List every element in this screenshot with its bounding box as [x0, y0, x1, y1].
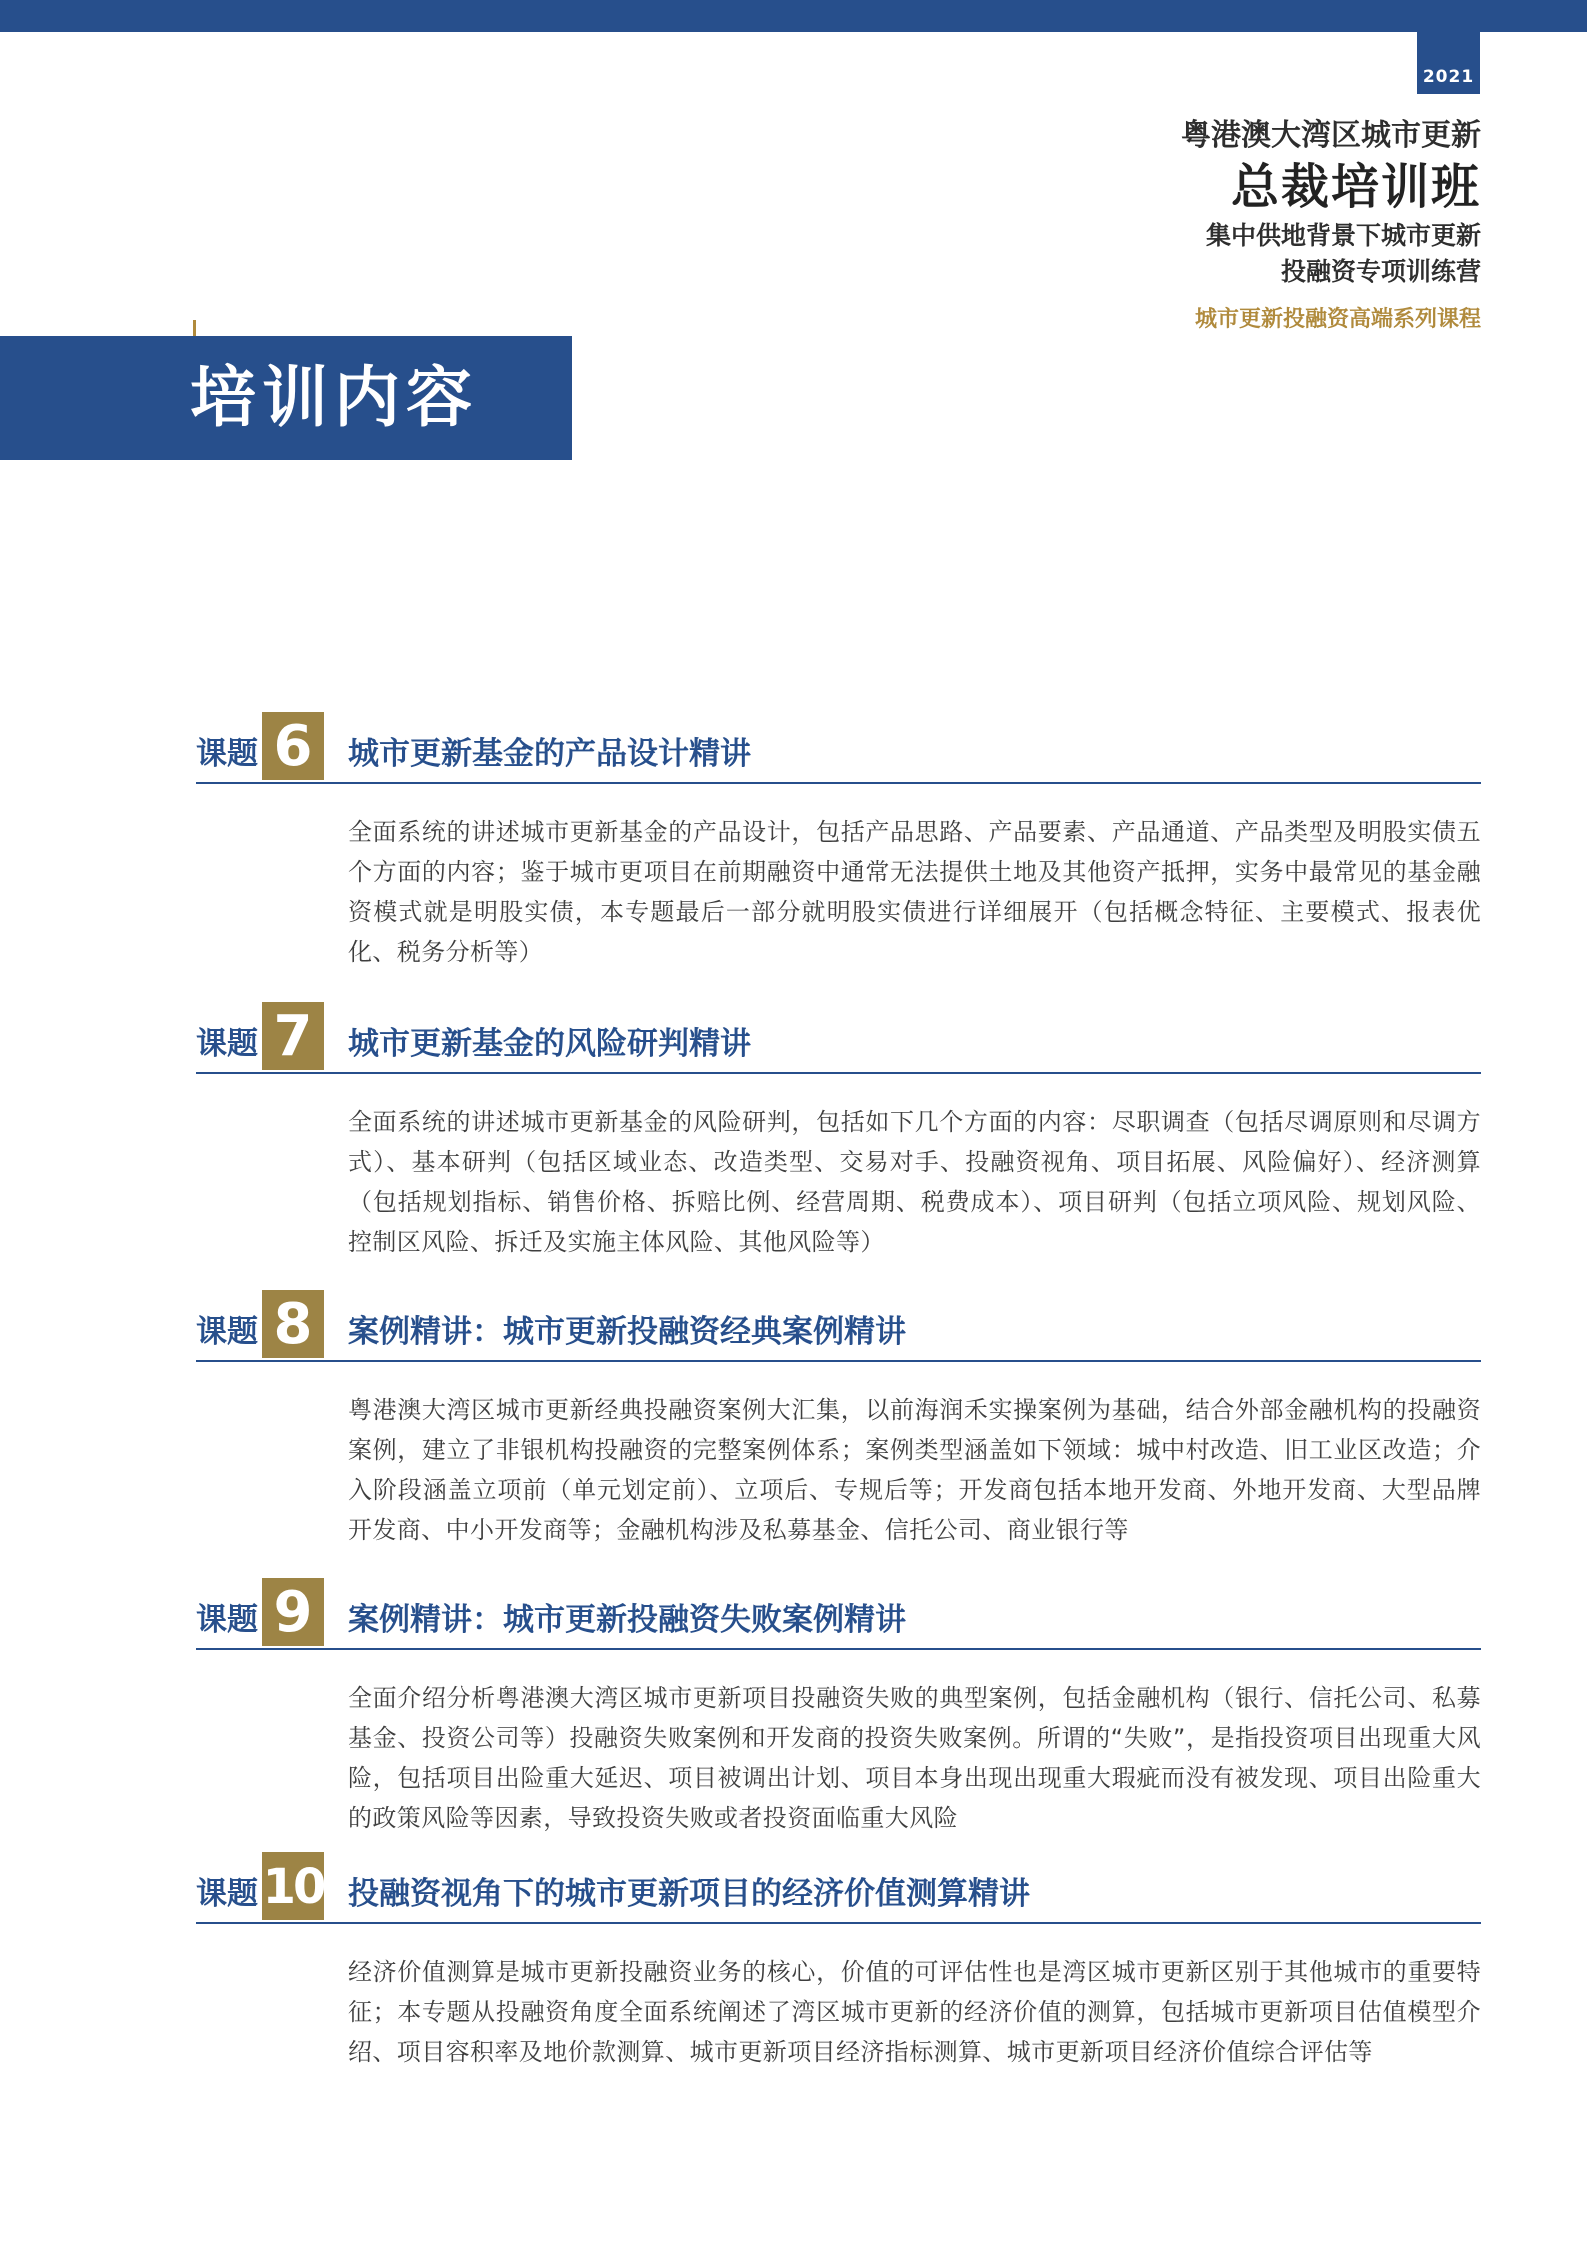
topic-description: 全面系统的讲述城市更新基金的风险研判，包括如下几个方面的内容：尽职调查（包括尽调原则和尽调方式）、基本研判（包括区域业态、改造类型、交易对手、投融资视角、项目拓展、风险偏好）、经济测算（包括规划指标、销售价格、拆赔比例、经营周期、税费成本）、项目研判（包括立项风险、规划风险、控制区风险、拆迁及实施主体风险、其他风险等）: [348, 1108, 1481, 1256]
topic-10: [196, 1852, 1481, 2072]
topic-label: 课题: [196, 1026, 258, 1062]
topic-7: [196, 1002, 1481, 1262]
brand-line-4: 投融资专项训练营: [1280, 257, 1481, 286]
topic-6: [196, 712, 1481, 972]
brand-line-1: 粤港澳大湾区城市更新: [1181, 118, 1481, 153]
brand-line-3: 集中供地背景下城市更新: [1205, 221, 1481, 250]
top-bar: [0, 0, 1587, 32]
topic-description: 全面介绍分析粤港澳大湾区城市更新项目投融资失败的典型案例，包括金融机构（银行、信托公司、私募基金、投资公司等）投融资失败案例和开发商的投资失败案例。所谓的“失败”，是指投资项目出现重大风险，包括项目出险重大延迟、项目被调出计划、项目本身出现出现重大瑕疵而没有被发现、项目出险重大的政策风险等因素，导致投资失败或者投资面临重大风险: [348, 1684, 1481, 1832]
topic-number-badge: 10: [262, 1852, 324, 1920]
program-brand: [1181, 116, 1481, 336]
topic-title: 案例精讲：城市更新投融资经典案例精讲: [348, 1314, 906, 1350]
topic-description: 全面系统的讲述城市更新基金的产品设计，包括产品思路、产品要素、产品通道、产品类型及明股实债五个方面的内容；鉴于城市更项目在前期融资中通常无法提供土地及其他资产抵押，实务中最常见的基金融资模式就是明股实债，本专题最后一部分就明股实债进行详细展开（包括概念特征、主要模式、报表优化、税务分析等）: [348, 818, 1481, 966]
topic-8: [196, 1290, 1481, 1550]
section-title-box: [0, 336, 572, 460]
topic-title: 城市更新基金的产品设计精讲: [348, 736, 751, 772]
topic-label: 课题: [196, 1876, 258, 1912]
brand-line-5: 城市更新投融资高端系列课程: [1194, 307, 1481, 332]
topic-number-badge: 6: [262, 712, 324, 780]
topic-number-badge: 8: [262, 1290, 324, 1358]
topic-9: [196, 1578, 1481, 1838]
brand-line-2: 总裁培训班: [1230, 159, 1481, 215]
topic-label: 课题: [196, 736, 258, 772]
topic-number-badge: 7: [262, 1002, 324, 1070]
topic-label: 课题: [196, 1314, 258, 1350]
topic-description: 粤港澳大湾区城市更新经典投融资案例大汇集，以前海润禾实操案例为基础，结合外部金融机构的投融资案例，建立了非银机构投融资的完整案例体系；案例类型涵盖如下领域：城中村改造、旧工业区改造；介入阶段涵盖立项前（单元划定前）、立项后、专规后等；开发商包括本地开发商、外地开发商、大型品牌开发商、中小开发商等；金融机构涉及私募基金、信托公司、商业银行等: [348, 1396, 1481, 1544]
topic-header: [196, 1852, 1481, 1924]
topic-label: 课题: [196, 1602, 258, 1638]
topic-number-badge: 9: [262, 1578, 324, 1646]
topic-header: [196, 1578, 1481, 1650]
topic-description: 经济价值测算是城市更新投融资业务的核心，价值的可评估性也是湾区城市更新区别于其他城市的重要特征；本专题从投融资角度全面系统阐述了湾区城市更新的经济价值的测算，包括城市更新项目估值模型介绍、项目容积率及地价款测算、城市更新项目经济指标测算、城市更新项目经济价值综合评估等: [348, 1958, 1481, 2066]
topic-header: [196, 1290, 1481, 1362]
topic-title: 案例精讲：城市更新投融资失败案例精讲: [348, 1602, 906, 1638]
topic-header: [196, 712, 1481, 784]
topic-title: 投融资视角下的城市更新项目的经济价值测算精讲: [348, 1876, 1030, 1912]
topic-header: [196, 1002, 1481, 1074]
section-title: 培训内容: [190, 359, 478, 436]
year-tab: 2021: [1417, 32, 1480, 94]
topic-title: 城市更新基金的风险研判精讲: [348, 1026, 751, 1062]
